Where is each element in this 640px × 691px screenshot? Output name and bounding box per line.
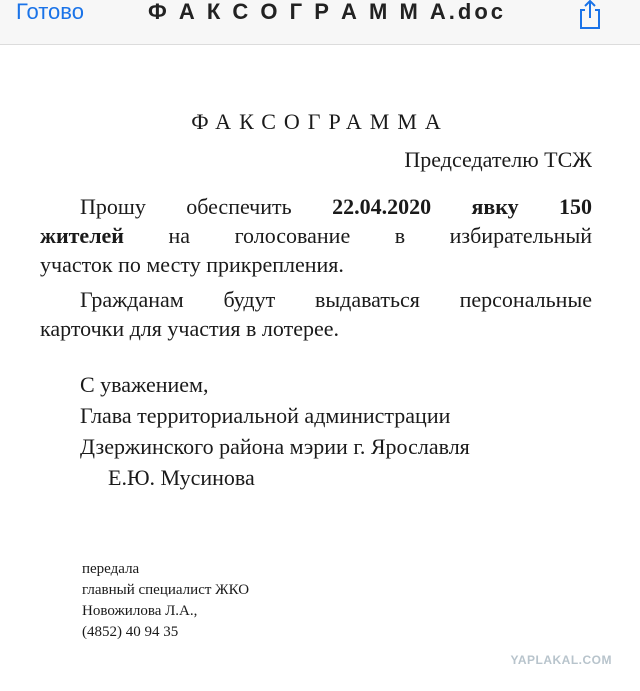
request-text-middle: на голосование в избирательный — [123, 223, 592, 248]
signer-name: Е.Ю. Мусинова — [108, 465, 255, 490]
sender-position: главный специалист ЖКО — [82, 582, 250, 598]
sender-phone: (4852) 40 94 35 — [82, 624, 179, 640]
paragraph-line — [40, 192, 592, 221]
sender-block — [82, 559, 249, 643]
signer-position: Глава территориальной администрации — [80, 403, 451, 428]
request-text-end: участок по месту прикрепления. — [40, 252, 344, 277]
addressee: Председателю ТСЖ — [404, 147, 592, 172]
lottery-paragraph — [40, 285, 592, 343]
residents-word: жителей — [40, 223, 124, 248]
done-button[interactable]: Готово — [16, 0, 84, 24]
share-icon[interactable] — [576, 0, 604, 30]
lottery-text-end: карточки для участия в лотерее. — [40, 316, 339, 341]
signer-department: Дзержинского района мэрии г. Ярославля — [80, 434, 470, 459]
paragraph-line — [40, 285, 592, 314]
request-paragraph — [40, 192, 592, 279]
watermark-logo: YAPLAKAL.COM — [510, 653, 612, 667]
date-and-count: 22.04.2020 явку 150 — [332, 194, 592, 219]
lottery-text-start: Гражданам будут выдаваться персональные — [80, 287, 592, 312]
paragraph-line — [40, 221, 592, 250]
document-page — [0, 45, 640, 691]
document-title: Ф А К С О Г Р А М М А.doc — [148, 0, 507, 24]
sender-label: передала — [82, 561, 140, 577]
signature-block — [80, 369, 470, 493]
request-text-start: Прошу обеспечить — [80, 194, 333, 219]
document-heading: ФАКСОГРАММА — [191, 109, 449, 134]
navigation-bar — [0, 0, 640, 45]
sender-name: Новожилова Л.А., — [82, 603, 198, 619]
regards-line: С уважением, — [80, 372, 209, 397]
